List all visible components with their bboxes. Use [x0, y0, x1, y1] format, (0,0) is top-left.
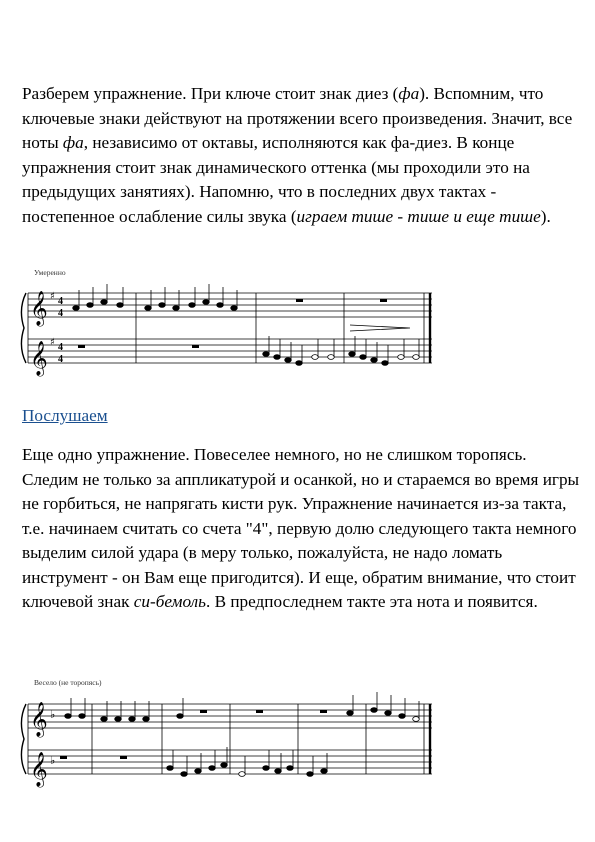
time-signature: [58, 296, 63, 365]
text-run: ).: [540, 206, 551, 226]
brace-icon: [21, 293, 26, 363]
bass-whole-rests: [78, 345, 199, 348]
text-run: , независимо от октавы, исполняются как фа-диез. В конце упражнения стоит знак динамического оттенка (мы проходили это на предыдущих занятиях). Напомню, что в последних двух тактах - постепенное ослабление силы звука (: [22, 133, 530, 226]
treble-clef-icon: 𝄞: [30, 702, 48, 737]
tempo-marking-1: Умеренно: [34, 268, 66, 277]
italic-note-name: фа: [398, 84, 420, 103]
tempo-marking-2: Весело (не торопясь): [34, 678, 102, 687]
text-run: . В предпоследнем такте эта нота и появится.: [206, 592, 538, 611]
italic-note-name: фа: [62, 133, 84, 152]
italic-emphasis: играем тише - тише и еще тише: [296, 206, 541, 226]
whole-rests: [60, 710, 327, 759]
sharp-icon: ♯: [50, 291, 55, 302]
flat-icon: ♭: [50, 708, 56, 721]
treble-clef-icon: 𝄞: [30, 291, 48, 326]
paragraph-exercise-1: [22, 82, 582, 229]
sharp-icon: ♯: [50, 337, 55, 348]
whole-rests: [296, 299, 387, 302]
text-run: ). Вспомним, что ключевые знаки действуют на протяжении всего произведения. Значит, все ноты: [22, 84, 573, 152]
diminuendo-icon: [350, 325, 410, 331]
paragraph-exercise-2: [22, 443, 582, 615]
listen-link[interactable]: Послушаем: [22, 406, 108, 425]
svg-text:4: 4: [58, 354, 63, 365]
treble-notes: [73, 284, 238, 310]
treble-clef-icon: 𝄞: [30, 341, 48, 376]
svg-text:4: 4: [58, 296, 63, 307]
svg-text:4: 4: [58, 342, 63, 353]
brace-icon: [21, 704, 26, 774]
text-run: Еще одно упражнение. Повеселее немного, но не слишком торопясь. Следим не только за аппликатурой и осанкой, но и стараемся во время игры не горбиться, не напрягать кисти рук. Упражнение начинается из-за такта, т.е. начинаем считать со счета "4", первую долю следующего такта немного выделим силой удара (в меру только, пожалуйста, не надо ломать инструмент - он Вам еще пригодится). И еще, обратим внимание, что стоит ключевой знак: [22, 445, 580, 611]
italic-note-name: си-бемоль: [133, 592, 206, 611]
text-run: Разберем упражнение. При ключе стоит знак диез (: [22, 84, 399, 103]
treble-clef-icon: 𝄞: [30, 752, 48, 787]
svg-text:4: 4: [58, 308, 63, 319]
flat-icon: ♭: [50, 754, 56, 767]
sheet-music-exercise-1: [20, 265, 440, 385]
sheet-music-exercise-2: [20, 670, 440, 794]
